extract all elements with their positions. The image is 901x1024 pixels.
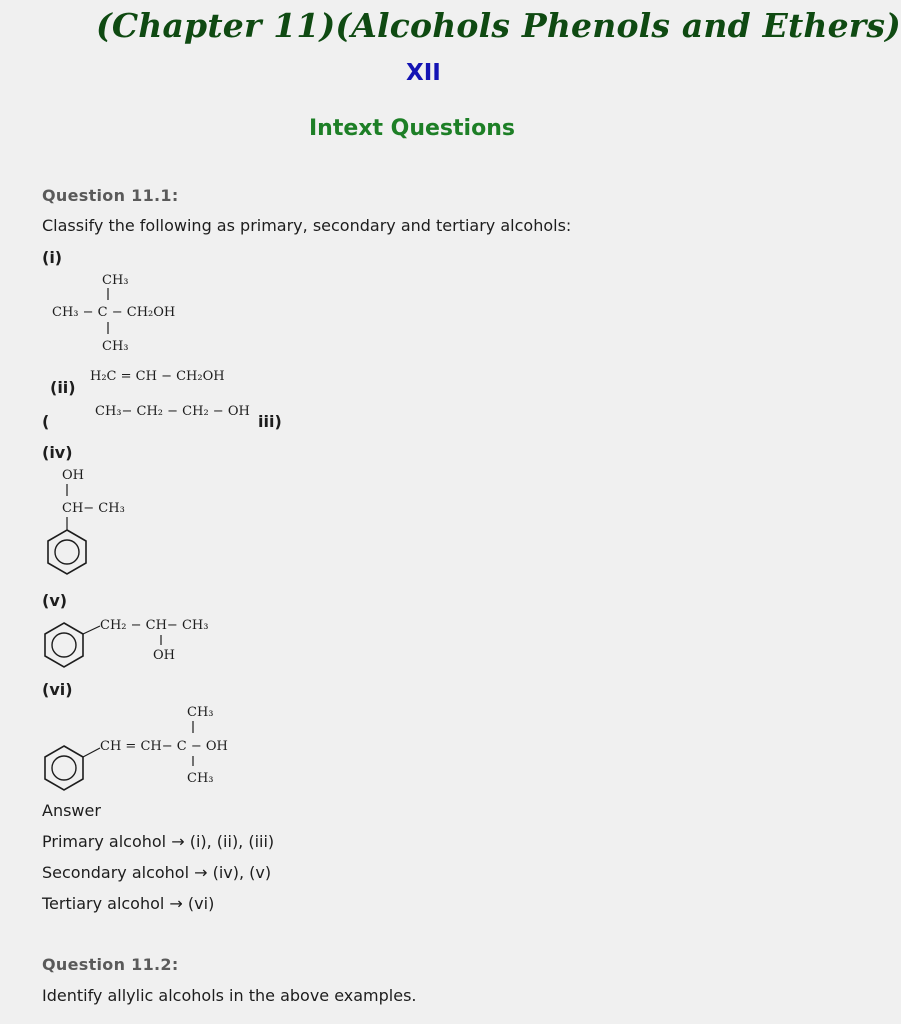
structure-i [40,268,240,360]
structure-vi [40,700,280,792]
structure-ii: H₂C = CH − CH₂OH [90,369,225,384]
benzene-ring-icon [48,530,86,574]
answer-heading: Answer [42,801,101,820]
answer-line-primary: Primary alcohol → (i), (ii), (iii) [42,832,275,851]
item-label-v: (v) [42,591,68,610]
structure-vi-main: CH = CH− C − OH [100,739,228,754]
chapter-title: (Chapter 11)(Alcohols Phenols and Ethers) [96,6,901,45]
item-label-i: (i) [42,248,63,267]
structure-vi-top: CH₃ [187,705,214,720]
structure-i-top: CH₃ [102,273,129,288]
item-label-iii-close: iii) [258,412,282,431]
structure-v [40,608,240,678]
structure-i-bottom: CH₃ [102,339,129,354]
structure-iv-top: OH [62,468,84,483]
section-heading: Intext Questions [309,116,515,141]
answer-line-secondary: Secondary alcohol → (iv), (v) [42,863,272,882]
item-label-ii: (ii) [50,378,76,397]
item-label-iii-open: ( [42,412,50,431]
structure-i-main: CH₃ − C − CH₂OH [52,305,176,320]
structure-v-main: CH₂ − CH− CH₃ [100,618,209,633]
question-text: Classify the following as primary, secondary and tertiary alcohols: [42,216,572,235]
structure-iv [40,462,160,586]
question-text: Identify allylic alcohols in the above examples. [42,986,417,1005]
structure-v-bottom: OH [153,648,175,663]
question-heading: Question 11.1: [42,186,179,205]
structure-iii: CH₃− CH₂ − CH₂ − OH [95,404,250,419]
structure-iv-main: CH− CH₃ [62,501,125,516]
answer-line-tertiary: Tertiary alcohol → (vi) [42,894,215,913]
benzene-ring-icon [45,746,83,790]
question-heading: Question 11.2: [42,955,179,974]
benzene-ring-icon [45,623,83,667]
item-label-iv: (iv) [42,443,73,462]
class-label: XII [406,60,441,86]
structure-vi-bottom: CH₃ [187,771,214,786]
item-label-vi: (vi) [42,680,73,699]
